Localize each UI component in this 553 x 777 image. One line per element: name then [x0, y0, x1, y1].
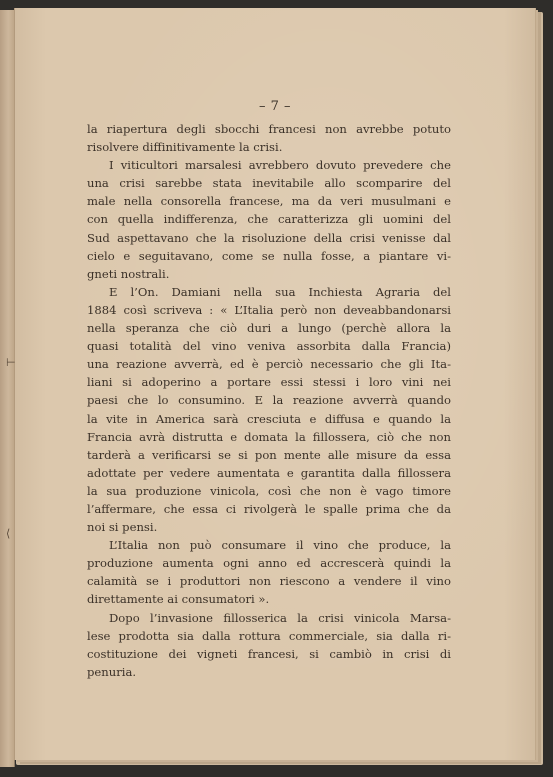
text-line: tarderà a verificarsi se si pon mente alle misure da essa [87, 447, 451, 462]
previous-page-edge [0, 10, 15, 767]
text-line: la sua produzione vinicola, così che non è vago timore [87, 483, 451, 498]
text-line: Dopo l’invasione fillosserica la crisi vinicola Marsa- [109, 610, 451, 625]
text-line: male nella consorella francese, ma da veri musulmani e [87, 194, 451, 209]
text-line: la vite in America sarà cresciuta e diffusa e quando la [87, 411, 451, 426]
text-line: nella speranza che ciò duri a lungo (perchè allora la [87, 321, 451, 336]
text-line: direttamente ai consumatori ». [87, 592, 270, 607]
body-text [87, 120, 451, 681]
text-line: liani si adoperino a portare essi stessi i loro vini nei [87, 375, 451, 390]
text-line: adottate per vedere aumentata e garantita dalla fillossera [87, 465, 451, 480]
text-line: noi si pensi. [87, 520, 158, 535]
text-line: quasi totalità del vino veniva assorbita dalla Francia) [87, 339, 451, 354]
text-line: costituzione dei vigneti francesi, si cambiò in crisi di [87, 646, 451, 661]
margin-mark: ⊢ [6, 356, 16, 369]
text-line: Francia avrà distrutta e domata la fillossera, ciò che non [87, 429, 451, 444]
text-line: 1884 così scriveva : « L’Italia però non deveabbandonarsi [87, 302, 451, 317]
text-line: Sud aspettavano che la risoluzione della crisi venisse dal [87, 230, 451, 245]
text-line: I viticultori marsalesi avrebbero dovuto prevedere che [109, 158, 451, 173]
text-line: lese prodotta sia dalla rottura commerciale, sia dalla ri- [87, 628, 451, 643]
text-line: una crisi sarebbe stata inevitabile allo scomparire del [87, 176, 451, 191]
text-line: una reazione avverrà, ed è perciò necessario che gli Ita- [87, 357, 451, 372]
text-line: la riapertura degli sbocchi francesi non avrebbe potuto [87, 122, 451, 136]
text-line: cielo e seguitavano, come se nulla fosse, a piantare vi- [87, 248, 451, 263]
margin-mark: ⟨ [6, 527, 11, 540]
text-line: risolvere diffinitivamente la crisi. [87, 140, 283, 155]
text-line: l’affermare, che essa ci rivolgerà le spalle prima che da [87, 501, 451, 516]
text-line: gneti nostrali. [87, 266, 170, 281]
text-line: produzione aumenta ogni anno ed accrescerà quindi la [87, 556, 451, 571]
page-number: – 7 – [258, 99, 292, 114]
text-line: E l’On. Damiani nella sua Inchiesta Agraria del [109, 284, 451, 299]
text-line: penuria. [87, 664, 137, 679]
text-line: calamità se i produttori non riescono a vendere il vino [87, 574, 451, 589]
book-page [14, 8, 535, 760]
text-line: L’Italia non può consumare il vino che produce, la [109, 538, 451, 553]
text-line: con quella indifferenza, che caratterizza gli uomini del [87, 212, 451, 227]
text-line: paesi che lo consumino. E la reazione avverrà quando [87, 393, 451, 408]
